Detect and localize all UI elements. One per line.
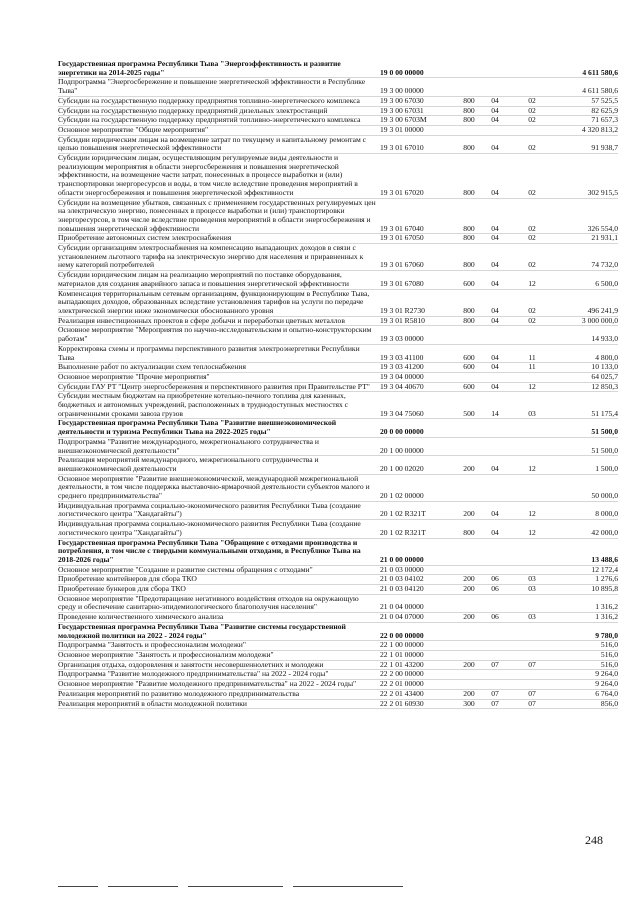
footer-rule [108,886,178,887]
row-description: Основное мероприятие "Общие мероприятия" [58,124,209,134]
row-description: Субсидии юридическим лицам, осуществляющим регулируемые виды деятельности и реализующим мероприятия в области энергосбережения и повышения энергетической эффективности, на возмещение части затрат, понесенных в процессе выработки и (или) транспортировки энергоресурсов и воды, в том числе вследствие проведения мероприятий в области энергосбережения и повышения энергетической эффективности [58,153,358,197]
row-amount: 10 133,0 [591,362,618,372]
row-target-code: 21 0 00 00000 [380,554,424,564]
table-row [58,623,618,641]
row-target-code: 20 0 00 00000 [380,427,424,437]
row-target-code: 19 3 01 67080 [380,278,424,288]
row-expense-type: 800 [463,260,475,270]
row-description: Государственная программа Республики Тыва "Развитие внешнеэкономической деятельности и туризма Республики Тыва на 2022-2025 годы" [58,418,337,437]
row-expense-type: 800 [463,223,475,233]
row-target-code: 19 3 03 41100 [380,352,424,362]
row-description: Приобретение бункеров для сбора ТКО [58,584,186,594]
row-amount: 4 320 813,2 [581,124,618,134]
row-description: Основное мероприятие "Развитие молодежного предпринимательства" на 2022 - 2024 годы" [58,679,357,689]
table-row [58,392,618,419]
table-row [58,438,618,456]
row-description: Субсидии местным бюджетам на приобретение котельно-печного топлива для казенных, бюджетных и автономных учреждений, расположенных в труднодоступных местностях с ограниченными сроками завоза грузов [58,391,349,418]
row-target-code: 19 3 01 67060 [380,260,424,270]
row-subsection: 02 [528,95,536,105]
table-row [58,345,618,363]
row-section: 06 [491,584,499,594]
row-amount: 326 554,0 [587,223,618,233]
row-section: 04 [491,305,499,315]
row-target-code: 19 3 01 67040 [380,223,424,233]
row-description: Подпрограмма "Развитие международного, межрегионального сотрудничества и внешнеэкономической деятельности" [58,436,319,455]
budget-table [58,60,618,709]
row-description: Подпрограмма "Занятость и профессионализм молодежи" [58,640,246,650]
row-expense-type: 800 [463,95,475,105]
row-target-code: 19 3 00 6703М [380,115,427,125]
row-section: 07 [491,688,499,698]
table-row [58,595,618,613]
row-amount: 4 611 580,6 [582,86,618,96]
row-amount: 516,0 [600,640,618,650]
row-target-code: 19 0 00 00000 [380,67,424,77]
row-description: Основное мероприятие "Создание и развитие системы обращения с отходами" [58,564,313,574]
row-section: 04 [491,463,499,473]
row-expense-type: 200 [463,612,475,622]
row-subsection: 03 [528,408,536,418]
row-section: 04 [491,315,499,325]
row-target-code: 19 3 01 67010 [380,143,424,153]
row-subsection: 02 [528,143,536,153]
row-section: 04 [491,105,499,115]
row-amount: 51 500,0 [591,445,618,455]
row-expense-type: 600 [463,362,475,372]
table-row [58,700,618,710]
row-subsection: 02 [528,233,536,243]
row-target-code: 20 1 02 R321T [380,527,426,537]
row-target-code: 22 2 01 00000 [380,679,424,689]
table-row [58,520,618,538]
table-row [58,271,618,289]
row-amount: 516,0 [600,650,618,659]
row-description: Подпрограмма "Развитие молодежного предпринимательства" на 2022 - 2024 годы" [58,669,329,679]
row-amount: 51 500,0 [591,427,618,437]
row-subsection: 02 [528,105,536,115]
row-subsection: 12 [528,527,536,537]
row-amount: 9 264,0 [595,679,618,689]
row-section: 04 [491,143,499,153]
row-section: 04 [491,527,499,537]
row-target-code: 20 1 00 02020 [380,463,424,473]
row-section: 04 [491,260,499,270]
row-target-code: 19 3 01 00000 [380,124,424,134]
row-target-code: 22 2 01 43400 [380,688,424,698]
row-section: 04 [491,352,499,362]
row-description: Субсидии на государственную поддержку предприятий топливно-энергетического комплекса [58,115,361,125]
row-amount: 1 316,2 [595,602,618,612]
row-target-code: 19 3 00 00000 [380,86,424,96]
table-row [58,78,618,96]
row-section: 07 [491,698,499,708]
row-target-code: 22 0 00 00000 [380,630,424,640]
row-target-code: 20 1 02 00000 [380,491,424,501]
table-row [58,475,618,502]
row-amount: 91 938,7 [591,143,618,153]
row-subsection: 02 [528,260,536,270]
row-description: Проведение количественного химического анализа [58,612,224,622]
row-amount: 1 500,0 [595,463,618,473]
table-row [58,136,618,154]
row-section: 07 [491,659,499,669]
table-row [58,456,618,474]
row-description: Корректировка схемы и программы перспективного развития электроэнергетики Республики Тыва [58,343,360,362]
row-amount: 64 025,7 [591,371,618,381]
row-subsection: 02 [528,305,536,315]
row-subsection: 12 [528,509,536,519]
row-description: Субсидии юридическим лицам на реализацию мероприятий по поставке оборудования, материалов для создания аварийного запаса и повышения энергетической эффективности [58,270,349,288]
row-description: Реализация мероприятий по развитию молодежного предпринимательства [58,688,300,698]
row-section: 04 [491,233,499,243]
row-target-code: 21 0 03 00000 [380,564,424,574]
row-expense-type: 200 [463,688,475,698]
row-expense-type: 800 [463,305,475,315]
footer-rule [293,886,403,887]
row-description: Государственная программа Республики Тыва "Развитие системы государственной молодежной политики на 2022 - 2024 годы" [58,621,346,640]
row-target-code: 19 3 03 41200 [380,362,424,372]
row-description: Реализация мероприятий в области молодежной политики [58,698,247,708]
table-row [58,199,618,235]
row-target-code: 22 1 01 00000 [380,650,424,659]
row-target-code: 19 3 03 00000 [380,334,424,344]
row-subsection: 02 [528,223,536,233]
row-description: Выполнение работ по актуализации схем теплоснабжения [58,362,246,372]
table-row [58,154,618,199]
row-amount: 1 276,6 [595,574,618,584]
row-target-code: 21 0 03 04120 [380,584,424,594]
row-subsection: 12 [528,278,536,288]
row-description: Основное мероприятие "Мероприятия по научно-исследовательским и опытно-конструкторским работам" [58,325,372,344]
row-description: Организация отдыха, оздоровления и занятости несовершеннолетних и молодежи [58,659,324,669]
row-amount: 42 000,0 [591,527,618,537]
row-expense-type: 200 [463,574,475,584]
row-description: Субсидии организациям электроснабжения на компенсацию выпадающих доходов в связи с установлением льготного тарифа на электрическую энергию для населения и приравненных к нему категорий потребителей [58,243,364,270]
row-subsection: 02 [528,187,536,197]
row-expense-type: 300 [463,698,475,708]
row-description: Приобретение контейнеров для сбора ТКО [58,574,197,584]
row-amount: 14 933,0 [591,334,618,344]
row-expense-type: 200 [463,584,475,594]
row-expense-type: 800 [463,233,475,243]
row-target-code: 22 1 00 00000 [380,640,424,650]
row-amount: 50 000,0 [591,491,618,501]
row-description: Подпрограмма "Энергосбережение и повышение энергетической эффективности в Республике Тыва" [58,77,366,96]
row-target-code: 22 2 00 00000 [380,669,424,679]
row-target-code: 19 3 00 67030 [380,95,424,105]
row-description: Субсидии юридическим лицам на возмещение затрат по текущему и капитальному ремонтам с целью повышения энергетической эффективности [58,134,367,153]
row-expense-type: 800 [463,143,475,153]
row-amount: 4 800,0 [595,352,618,362]
row-description: Субсидии на государственную поддержку предприятий дизельных электростанций [58,105,328,115]
row-target-code: 20 1 00 00000 [380,445,424,455]
row-section: 04 [491,223,499,233]
row-expense-type: 800 [463,187,475,197]
row-expense-type: 800 [463,527,475,537]
row-target-code: 21 0 04 00000 [380,602,424,612]
row-subsection: 11 [528,352,536,362]
row-expense-type: 800 [463,315,475,325]
row-subsection: 02 [528,115,536,125]
row-expense-type: 500 [463,408,475,418]
row-subsection: 07 [528,659,536,669]
table-row [58,502,618,520]
row-expense-type: 600 [463,381,475,391]
row-amount: 1 316,2 [595,612,618,622]
row-amount: 82 625,9 [591,105,618,115]
row-description: Основное мероприятие "Предотвращение негативного воздействия отходов на окружающую среду и обеспечение санитарно-эпидемиологического благополучия населения" [58,593,359,612]
row-description: Реализация инвестиционных проектов в сфере добычи и переработки цветных металлов [58,315,345,325]
row-amount: 13 488,6 [591,554,618,564]
row-amount: 57 525,5 [591,95,618,105]
row-target-code: 21 0 03 04102 [380,574,424,584]
row-description: Государственная программа Республики Тыва "Обращение с отходами производства и потребления, в том числе с твердыми коммунальными отходами, в Республике Тыва на 2018-2026 годы" [58,537,361,564]
row-subsection: 07 [528,688,536,698]
row-description: Индивидуальная программа социально-экономического развития Республики Тыва (создание логистического центра "Хандагайты") [58,519,361,537]
row-amount: 856,0 [600,698,618,708]
row-description: Компенсация территориальным сетевым организациям, функционирующим в Республике Тыва, выпадающих доходов, образованных вследствие установления тарифов на услуги по передаче электрической энергии ниже экономически обоснованного уровня [58,288,370,315]
row-expense-type: 600 [463,352,475,362]
table-row [58,539,618,566]
row-section: 04 [491,115,499,125]
row-section: 04 [491,509,499,519]
row-description: Субсидии на возмещение убытков, связанных с применением государственных регулируемых цен на электрическую энергию, понесенных в процессе выработки и (или) транспортировки энергоресурсов, в том числе вследствие проведения мероприятий в области энергосбережения и повышения энергетической эффективности [58,197,376,233]
table-row [58,419,618,437]
row-amount: 12 172,4 [591,564,618,574]
row-description: Субсидии ГАУ РТ "Центр энергосбережения и перспективного развития при Правительстве РТ" [58,381,370,391]
row-section: 04 [491,362,499,372]
row-expense-type: 200 [463,659,475,669]
table-row [58,60,618,78]
row-description: Индивидуальная программа социально-экономического развития Республики Тыва (создание логистического центра "Хандагайты") [58,500,361,519]
row-amount: 10 895,8 [591,584,618,594]
row-target-code: 19 3 00 67031 [380,105,424,115]
footer-rule [58,886,98,887]
row-amount: 74 732,0 [591,260,618,270]
row-expense-type: 200 [463,509,475,519]
row-section: 04 [491,95,499,105]
row-section: 04 [491,187,499,197]
row-target-code: 22 1 01 43200 [380,659,424,669]
row-section: 14 [491,408,499,418]
row-amount: 9 780,0 [595,630,618,640]
row-subsection: 12 [528,381,536,391]
row-target-code: 21 0 04 07000 [380,612,424,622]
row-amount: 3 000 000,0 [581,315,618,325]
row-target-code: 19 3 01 67020 [380,187,424,197]
row-amount: 8 000,0 [595,509,618,519]
row-section: 06 [491,612,499,622]
row-description: Реализация мероприятий международного, межрегионального сотрудничества и внешнеэкономической деятельности [58,455,319,473]
row-target-code: 19 3 04 00000 [380,371,424,381]
row-description: Основное мероприятие "Прочие мероприятия" [58,371,210,381]
row-target-code: 19 3 01 R2730 [380,305,425,315]
table-row [58,326,618,344]
row-target-code: 19 3 01 67050 [380,233,424,243]
row-section: 04 [491,278,499,288]
row-expense-type: 800 [463,115,475,125]
row-target-code: 19 3 04 75060 [380,408,424,418]
row-description: Основное мероприятие "Развитие внешнеэкономической, международной межрегиональной деятельности, в том числе поддержка выставочно-ярмарочной деятельности субъектов малого и среднего предпринимательства" [58,473,370,501]
row-description: Основное мероприятие "Занятость и профессионализм молодежи" [58,650,274,659]
row-amount: 12 850,3 [591,381,618,391]
row-expense-type: 800 [463,105,475,115]
row-section: 06 [491,574,499,584]
row-amount: 302 915,5 [587,187,618,197]
row-amount: 51 175,4 [591,408,618,418]
row-subsection: 03 [528,584,536,594]
row-target-code: 22 2 01 60930 [380,698,424,708]
row-target-code: 19 3 04 40670 [380,381,424,391]
page-number: 248 [585,833,603,847]
row-expense-type: 600 [463,278,475,288]
row-amount: 496 241,9 [587,305,618,315]
row-amount: 21 931,1 [591,233,618,243]
row-amount: 9 264,0 [595,669,618,679]
row-amount: 6 764,0 [595,688,618,698]
row-target-code: 19 3 01 R5810 [380,315,425,325]
footer-rule [188,886,283,887]
table-row [58,244,618,271]
row-section: 04 [491,381,499,391]
row-amount: 71 657,3 [591,115,618,125]
row-description: Государственная программа Республики Тыва "Энергоэффективность и развитие энергетики на 2014-2025 годы" [58,59,341,77]
row-subsection: 03 [528,612,536,622]
row-description: Субсидии на государственную поддержку предприятия топливно-энергетического комплекса [58,95,360,105]
table-row [58,290,618,317]
row-subsection: 12 [528,463,536,473]
row-description: Приобретение автономных систем электроснабжения [58,233,232,243]
row-subsection: 11 [528,362,536,372]
row-expense-type: 200 [463,463,475,473]
row-amount: 6 500,0 [595,278,618,288]
row-subsection: 03 [528,574,536,584]
row-amount: 516,0 [600,659,618,669]
row-subsection: 02 [528,315,536,325]
row-target-code: 20 1 02 R321T [380,509,426,519]
row-amount: 4 611 580,6 [582,67,618,77]
row-subsection: 07 [528,698,536,708]
